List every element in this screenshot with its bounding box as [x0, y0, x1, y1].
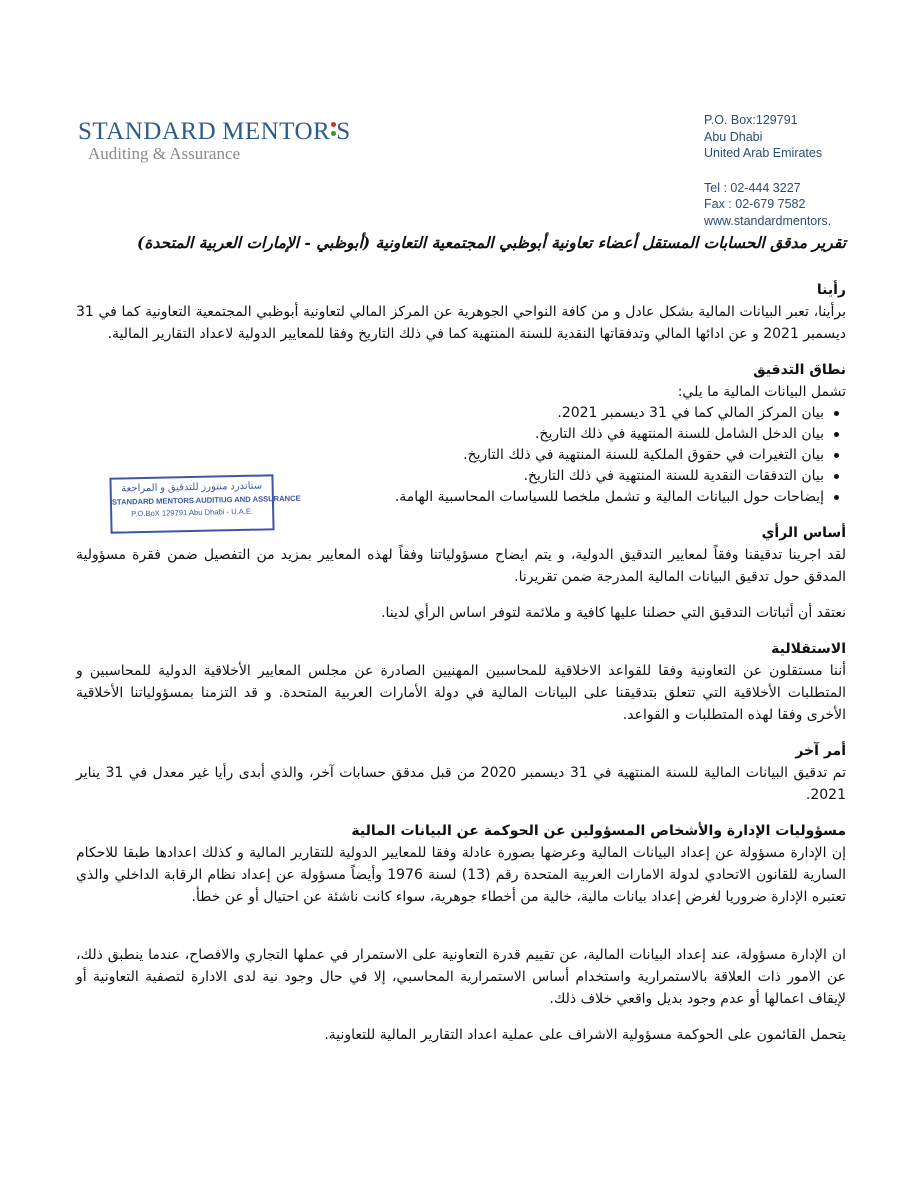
section-text: تم تدقيق البيانات المالية للسنة المنتهية في 31 ديسمبر 2020 من قبل مدقق حسابات آخر، والذي أبدى رأيا غير معدل في 31 يناير 2021.: [76, 765, 846, 803]
section-intro: تشمل البيانات المالية ما يلي:: [677, 384, 846, 400]
section-other-matter: [76, 740, 846, 806]
section-scope: [76, 359, 846, 508]
fax-line: Fax : 02-679 7582: [704, 197, 806, 211]
contact-line: United Arab Emirates: [704, 146, 823, 160]
report-title: تقرير مدقق الحسابات المستقل أعضاء تعاونية أبوظبي المجتمعية التعاونية (أبوظبي - الإمارات العربية المتحدة): [137, 233, 846, 252]
logo-name-part2: MENTOR: [222, 118, 331, 145]
report-body: [76, 233, 846, 1060]
section-title: مسؤوليات الإدارة والأشخاص المسؤولين عن الحوكمة عن البيانات المالية: [351, 823, 846, 839]
company-logo: [78, 118, 351, 164]
list-item: بيان التدفقات النقدية للسنة المنتهية في ذلك التاريخ.: [76, 466, 824, 487]
stamp-address: P.O.BoX 129791 Abu Dhabi - U.A.E.: [131, 506, 254, 519]
stamp-arabic: ستاندرد منتورز للتدقيق و المراجعة: [121, 480, 263, 495]
list-item: بيان المركز المالي كما في 31 ديسمبر 2021.: [76, 403, 824, 424]
contact-line: P.O. Box:129791: [704, 113, 798, 127]
contact-line: Abu Dhabi: [704, 129, 763, 144]
phone-line: Tel : 02-444 3227: [704, 180, 801, 195]
list-item: بيان الدخل الشامل للسنة المنتهية في ذلك التاريخ.: [76, 424, 824, 445]
section-text: أننا مستقلون عن التعاونية وفقا للقواعد الاخلاقية للمحاسبين المهنيين الصادرة عن مجلس المعايير الأخلاقية الدولية للمحاسبين و المتطلبات الأخلاقية التي تتعلق بتدقيقنا على البيانات المالية في دولة الأمارات العربية المتحدة. و قد التزمنا بمسؤولياتنا الأخلاقية الأخرى وفقا لهذه المتطلبات و القواعد.: [76, 663, 846, 723]
statements-list: [76, 403, 846, 508]
section-title: أمر آخر: [795, 743, 846, 759]
website-line: www.standardmentors.: [704, 213, 832, 228]
section-independence: [76, 638, 846, 726]
logo-name-part1: STANDARD: [78, 118, 217, 145]
section-basis: [76, 522, 846, 624]
section-title: أساس الرأي: [761, 525, 846, 541]
section-text: ان الإدارة مسؤولة، عند إعداد البيانات المالية، عن تقييم قدرة التعاونية على الاستمرار في عملها التجاري والافصاح، عندما ينطبق ذلك، عن الامور ذات العلاقة بالاستمرارية واستخدام أساس الاستمرارية المحاسبي، إلا في حال وجود نية لدى الادارة لتصفية التعاونية أو لإيقاف اعمالها أو عدم وجود بديل واقعي خلاف ذلك.: [76, 947, 846, 1007]
section-text: نعتقد أن أثباتات التدقيق التي حصلنا عليها كافية و ملائمة لتوفر اساس الرأي لدينا.: [381, 605, 846, 621]
section-title: رأينا: [816, 282, 846, 298]
section-text: لقد اجرينا تدقيقنا وفقاً لمعايير التدقيق الدولية، و يتم ايضاح مسؤولياتنا وفقاً لهذه المعايير بمزيد من التفصيل ضمن فقرة مسؤولية المدقق حول تدقيق البيانات المالية المدرجة ضمن تقريرنا.: [76, 547, 846, 585]
stamp-english: STANDARD MENTORS AUDITIUG AND ASSURANCE: [111, 493, 301, 507]
contact-block: [704, 112, 904, 229]
logo-wordmark: STANDARD MENTOR S: [78, 118, 351, 145]
section-title: نطاق التدقيق: [753, 362, 846, 378]
logo-tagline: Auditing & Assurance: [88, 144, 241, 163]
section-text: برأينا، تعبر البيانات المالية بشكل عادل و من كافة النواحي الجوهرية عن المركز المالي لتعاونية أبوظبي المجتمعية التعاونية كما في 31 ديسمبر 2021 و عن ادائها المالي وتدفقاتها النقدية للسنة المنتهية كما في ذلك التاريخ وفقا للمعايير الدولية لاعداد التقارير المالية.: [76, 304, 846, 342]
list-item: بيان التغيرات في حقوق الملكية للسنة المنتهية في ذلك التاريخ.: [76, 445, 824, 466]
section-title: الاستقلالية: [771, 641, 846, 657]
section-responsibilities: [76, 820, 846, 1046]
section-opinion: [76, 279, 846, 345]
list-item: إيضاحات حول البيانات المالية و تشمل ملخصا للسياسات المحاسبية الهامة.: [76, 487, 824, 508]
section-text: إن الإدارة مسؤولة عن إعداد البيانات المالية وعرضها بصورة عادلة وفقا للمعايير الدولية للتقارير المالية و كذلك اعدادها طبقا للاحكام السارية للقانون الاتحادي لدولة الامارات العربية المتحدة رقم (13) لسنة 1976 وأيضاً مسؤولة عن إعداد نظام الرقابة الداخلي والذي تعتبره الإدارة ضروريا لغرض إعداد بيانات مالية، خالية من أخطاء جوهرية، سواء كانت ناشئة عن احتيال أو عن خطأ.: [76, 845, 846, 905]
section-text: يتحمل القائمون على الحوكمة مسؤولية الاشراف على عملية اعداد التقارير المالية للتعاونية.: [324, 1027, 846, 1043]
